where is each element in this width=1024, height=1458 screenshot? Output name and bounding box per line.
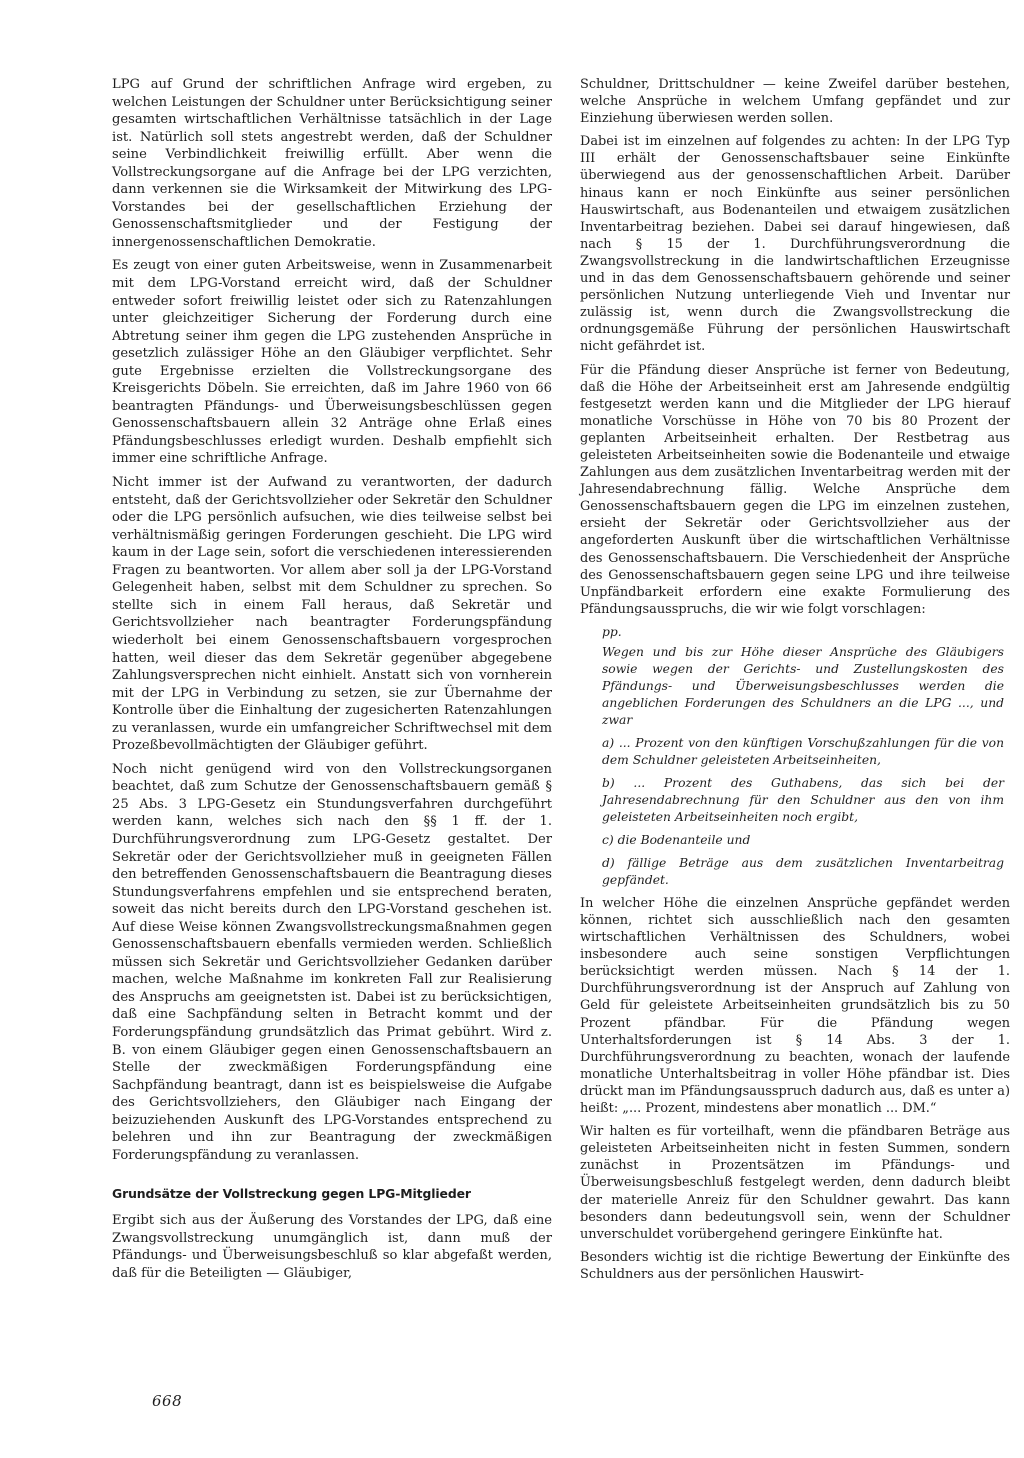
- quote-item: b) ... Prozent des Guthabens, das sich bei der Jahresendabrechnung für den Schuldner aus den von ihm geleisteten Arbeitseinheiten noch ergibt,: [602, 775, 1004, 824]
- quote-item: a) ... Prozent von den künftigen Vorschußzahlungen für die von dem Schuldner geleisteten Arbeitseinheiten,: [602, 735, 1004, 767]
- page-number: 668: [152, 1392, 183, 1410]
- body-paragraph: Besonders wichtig ist die richtige Bewertung der Einkünfte des Schuldners aus der persönlichen Hauswirt-: [580, 1249, 1010, 1282]
- section-heading: Grundsätze der Vollstreckung gegen LPG-Mitglieder: [112, 1186, 471, 1202]
- left-column: [112, 76, 552, 1289]
- quote-item: d) fällige Beträge aus dem zusätzlichen Inventarbeitrag gepfändet.: [602, 855, 1004, 887]
- quote-pp: pp.: [602, 624, 622, 639]
- body-paragraph: Ergibt sich aus der Äußerung des Vorstandes der LPG, daß eine Zwangsvollstreckung unumgänglich ist, dann muß der Pfändungs- und Überweisungsbeschluß so klar abgefaßt werden, daß für die Beteiligten — Gläubiger,: [112, 1213, 552, 1281]
- body-paragraph: Schuldner, Drittschuldner — keine Zweifel darüber bestehen, welche Ansprüche in welchem Umfang gepfändet und zur Einziehung überwiesen werden sollen.: [580, 77, 1010, 127]
- right-column: [580, 76, 1010, 1289]
- body-paragraph: Dabei ist im einzelnen auf folgendes zu achten: In der LPG Typ III erhält der Genossenschaftsbauer seine Einkünfte überwiegend aus der genossenschaftlichen Arbeit. Darüber hinaus kann er noch Einkünfte aus seiner persönlichen Hauswirtschaft, aus Bodenanteilen und etwaigem zusätzlichen Inventarbeitrag beziehen. Dabei sei darauf hingewiesen, daß nach § 15 der 1. Durchführungsverordnung die Zwangsvollstreckung in die landwirtschaftlichen Erzeugnisse und in das dem Genossenschaftsbauern gehörende und seiner persönlichen Nutzung unterliegende Vieh und Inventar nur zulässig ist, wenn durch die Zwangsvollstreckung die ordnungsgemäße Führung der persönlichen Hauswirtschaft nicht gefährdet ist.: [580, 134, 1010, 355]
- body-paragraph: Es zeugt von einer guten Arbeitsweise, wenn in Zusammenarbeit mit dem LPG-Vorstand erreicht wird, daß der Schuldner entweder sofort freiwillig leistet oder sich zu Ratenzahlungen unter gleichzeitiger Sicherung der Forderung durch eine Abtretung seiner ihm gegen die LPG zustehenden Ansprüche in gesetzlich zulässiger Höhe an den Gläubiger verpflichtet. Sehr gute Ergebnisse erzielten die Vollstreckungsorgane des Kreisgerichts Döbeln. Sie erreichten, daß im Jahre 1960 von 66 beantragten Pfändungs- und Überweisungsbeschlüssen gegen Genossenschaftsbauern allein 32 Anträge ohne Erlaß eines Pfändungsbeschlusses erledigt wurden. Deshalb empfiehlt sich immer eine schriftliche Anfrage.: [112, 258, 552, 467]
- body-paragraph: Noch nicht genügend wird von den Vollstreckungsorganen beachtet, daß zum Schutze der Genossenschaftsbauern gemäß § 25 Abs. 3 LPG-Gesetz ein Stundungsverfahren durchgeführt werden kann, welches sich nach den §§ 1 ff. der 1. Durchführungsverordnung zum LPG-Gesetz gestaltet. Der Sekretär oder der Gerichtsvollzieher muß in geeigneten Fällen den betreffenden Genossenschaftsbauern die Beantragung dieses Stundungsverfahrens empfehlen und sie entsprechend beraten, soweit das nicht bereits durch den LPG-Vorstand geschehen ist. Auf diese Weise können Zwangsvollstreckungsmaßnahmen gegen Genossenschaftsbauern ebenfalls vermieden werden. Schließlich müssen sich Sekretär und Gerichtsvollzieher Gedanken darüber machen, welche Maßnahme im konkreten Fall zur Realisierung des Anspruchs am geeignetsten ist. Dabei ist zu berücksichtigen, daß eine Sachpfändung selten in Betracht kommt und der Forderungspfändung grundsätzlich das Primat gebührt. Wird z. B. von einem Gläubiger gegen einen Genossenschaftsbauern an Stelle der zweckmäßigen Forderungspfändung eine Sachpfändung beantragt, dann ist es beispielsweise die Aufgabe des Gerichtsvollziehers, den Gläubiger nach Eingang der beizuziehenden Auskunft des LPG-Vorstandes entsprechend zu belehren und ihn zur Beantragung der zweckmäßigen Forderungspfändung zu veranlassen.: [112, 761, 552, 1163]
- quote-item: c) die Bodenanteile und: [602, 832, 751, 847]
- formula-quote: [602, 624, 1004, 889]
- quote-intro: Wegen und bis zur Höhe dieser Ansprüche des Gläubigers sowie wegen der Gerichts- und Zustellungskosten des Pfändungs- und Überweisungsbeschlusses werden die angeblichen Forderungen des Schuldners an die LPG ..., und zwar: [602, 644, 1004, 727]
- body-paragraph: LPG auf Grund der schriftlichen Anfrage wird ergeben, zu welchen Leistungen der Schuldner unter Berücksichtigung seiner gesamten wirtschaftlichen Verhältnisse tatsächlich in der Lage ist. Natürlich soll stets angestrebt werden, daß der Schuldner seine Verbindlichkeit freiwillig erfüllt. Aber wenn die Vollstreckungsorgane auf die Anfrage bei der LPG verzichten, dann verkennen sie die Wirksamkeit der Mitwirkung des LPG-Vorstandes bei der gesellschaftlichen Erziehung der Genossenschaftsmitglieder und der Festigung der innergenossenschaftlichen Demokratie.: [112, 77, 552, 250]
- body-paragraph: In welcher Höhe die einzelnen Ansprüche gepfändet werden können, richtet sich ausschließlich nach den gesamten wirtschaftlichen Verhältnissen des Schuldners, wobei insbesondere auch seine sonstigen Verpflichtungen berücksichtigt werden müssen. Nach § 14 der 1. Durchführungsverordnung ist der Anspruch auf Zahlung von Geld für geleistete Arbeitseinheiten grundsätzlich bis zu 50 Prozent pfändbar. Für die Pfändung wegen Unterhaltsforderungen ist § 14 Abs. 3 der 1. Durchführungsverordnung zu beachten, wonach der laufende monatliche Unterhaltsbeitrag in voller Höhe pfändbar ist. Dies drückt man im Pfändungsausspruch dadurch aus, daß es unter a) heißt: „... Prozent, mindestens aber monatlich ... DM.“: [580, 895, 1010, 1117]
- body-paragraph: Für die Pfändung dieser Ansprüche ist ferner von Bedeutung, daß die Höhe der Arbeitseinheit erst am Jahresende endgültig festgesetzt werden kann und die Mitglieder der LPG hierauf monatliche Vorschüsse in Höhe von 70 bis 80 Prozent der geplanten Arbeitseinheit erhalten. Der Restbetrag aus geleisteten Arbeitseinheiten sowie die Bodenanteile und etwaige Zahlungen aus dem zusätzlichen Inventarbeitrag werden mit der Jahresendabrechnung fällig. Welche Ansprüche dem Genossenschaftsbauern gegen die LPG im einzelnen zustehen, ersieht der Sekretär oder Gerichtsvollzieher aus der angeforderten Auskunft über die wirtschaftlichen Verhältnisse des Genossenschaftsbauern. Die Verschiedenheit der Ansprüche des Genossenschaftsbauern gegen seine LPG und ihre teilweise Unpfändbarkeit erfordern eine exakte Formulierung des Pfändungsausspruchs, die wir wie folgt vorschlagen:: [580, 362, 1010, 617]
- body-paragraph: Wir halten es für vorteilhaft, wenn die pfändbaren Beträge aus geleisteten Arbeitseinheiten nicht in festen Summen, sondern zunächst in Prozentsätzen im Pfändungs- und Überweisungsbeschluß festgelegt werden, denn dadurch bleibt der materielle Anreiz für den Schuldner gewahrt. Das kann besonders dann bedeutungsvoll sein, wenn der Schuldner unverschuldet vorübergehend geringere Einkünfte hat.: [580, 1124, 1010, 1242]
- body-paragraph: Nicht immer ist der Aufwand zu verantworten, der dadurch entsteht, daß der Gerichtsvollzieher oder Sekretär den Schuldner oder die LPG persönlich aufsuchen, wie dies teilweise selbst bei verhältnismäßig geringen Forderungen geschieht. Die LPG wird kaum in der Lage sein, sofort die verschiedenen interessierenden Fragen zu beantworten. Vor allem aber soll ja der LPG-Vorstand Gelegenheit haben, selbst mit dem Schuldner zu sprechen. So stellte sich in einem Fall heraus, daß Sekretär und Gerichtsvollzieher nach beantragter Forderungspfändung wiederholt bei einem Genossenschaftsbauern vorgesprochen hatten, weil dieser das dem Sekretär gegenüber abgegebene Zahlungsversprechen nicht einhielt. Anstatt sich von vornherein mit der LPG in Verbindung zu setzen, sie zur Übernahme der Kontrolle über die Einhaltung der zugesicherten Ratenzahlungen zu veranlassen, wurde ein umfangreicher Schriftwechsel mit dem Prozeßbevollmächtigten der Gläubiger geführt.: [112, 475, 552, 754]
